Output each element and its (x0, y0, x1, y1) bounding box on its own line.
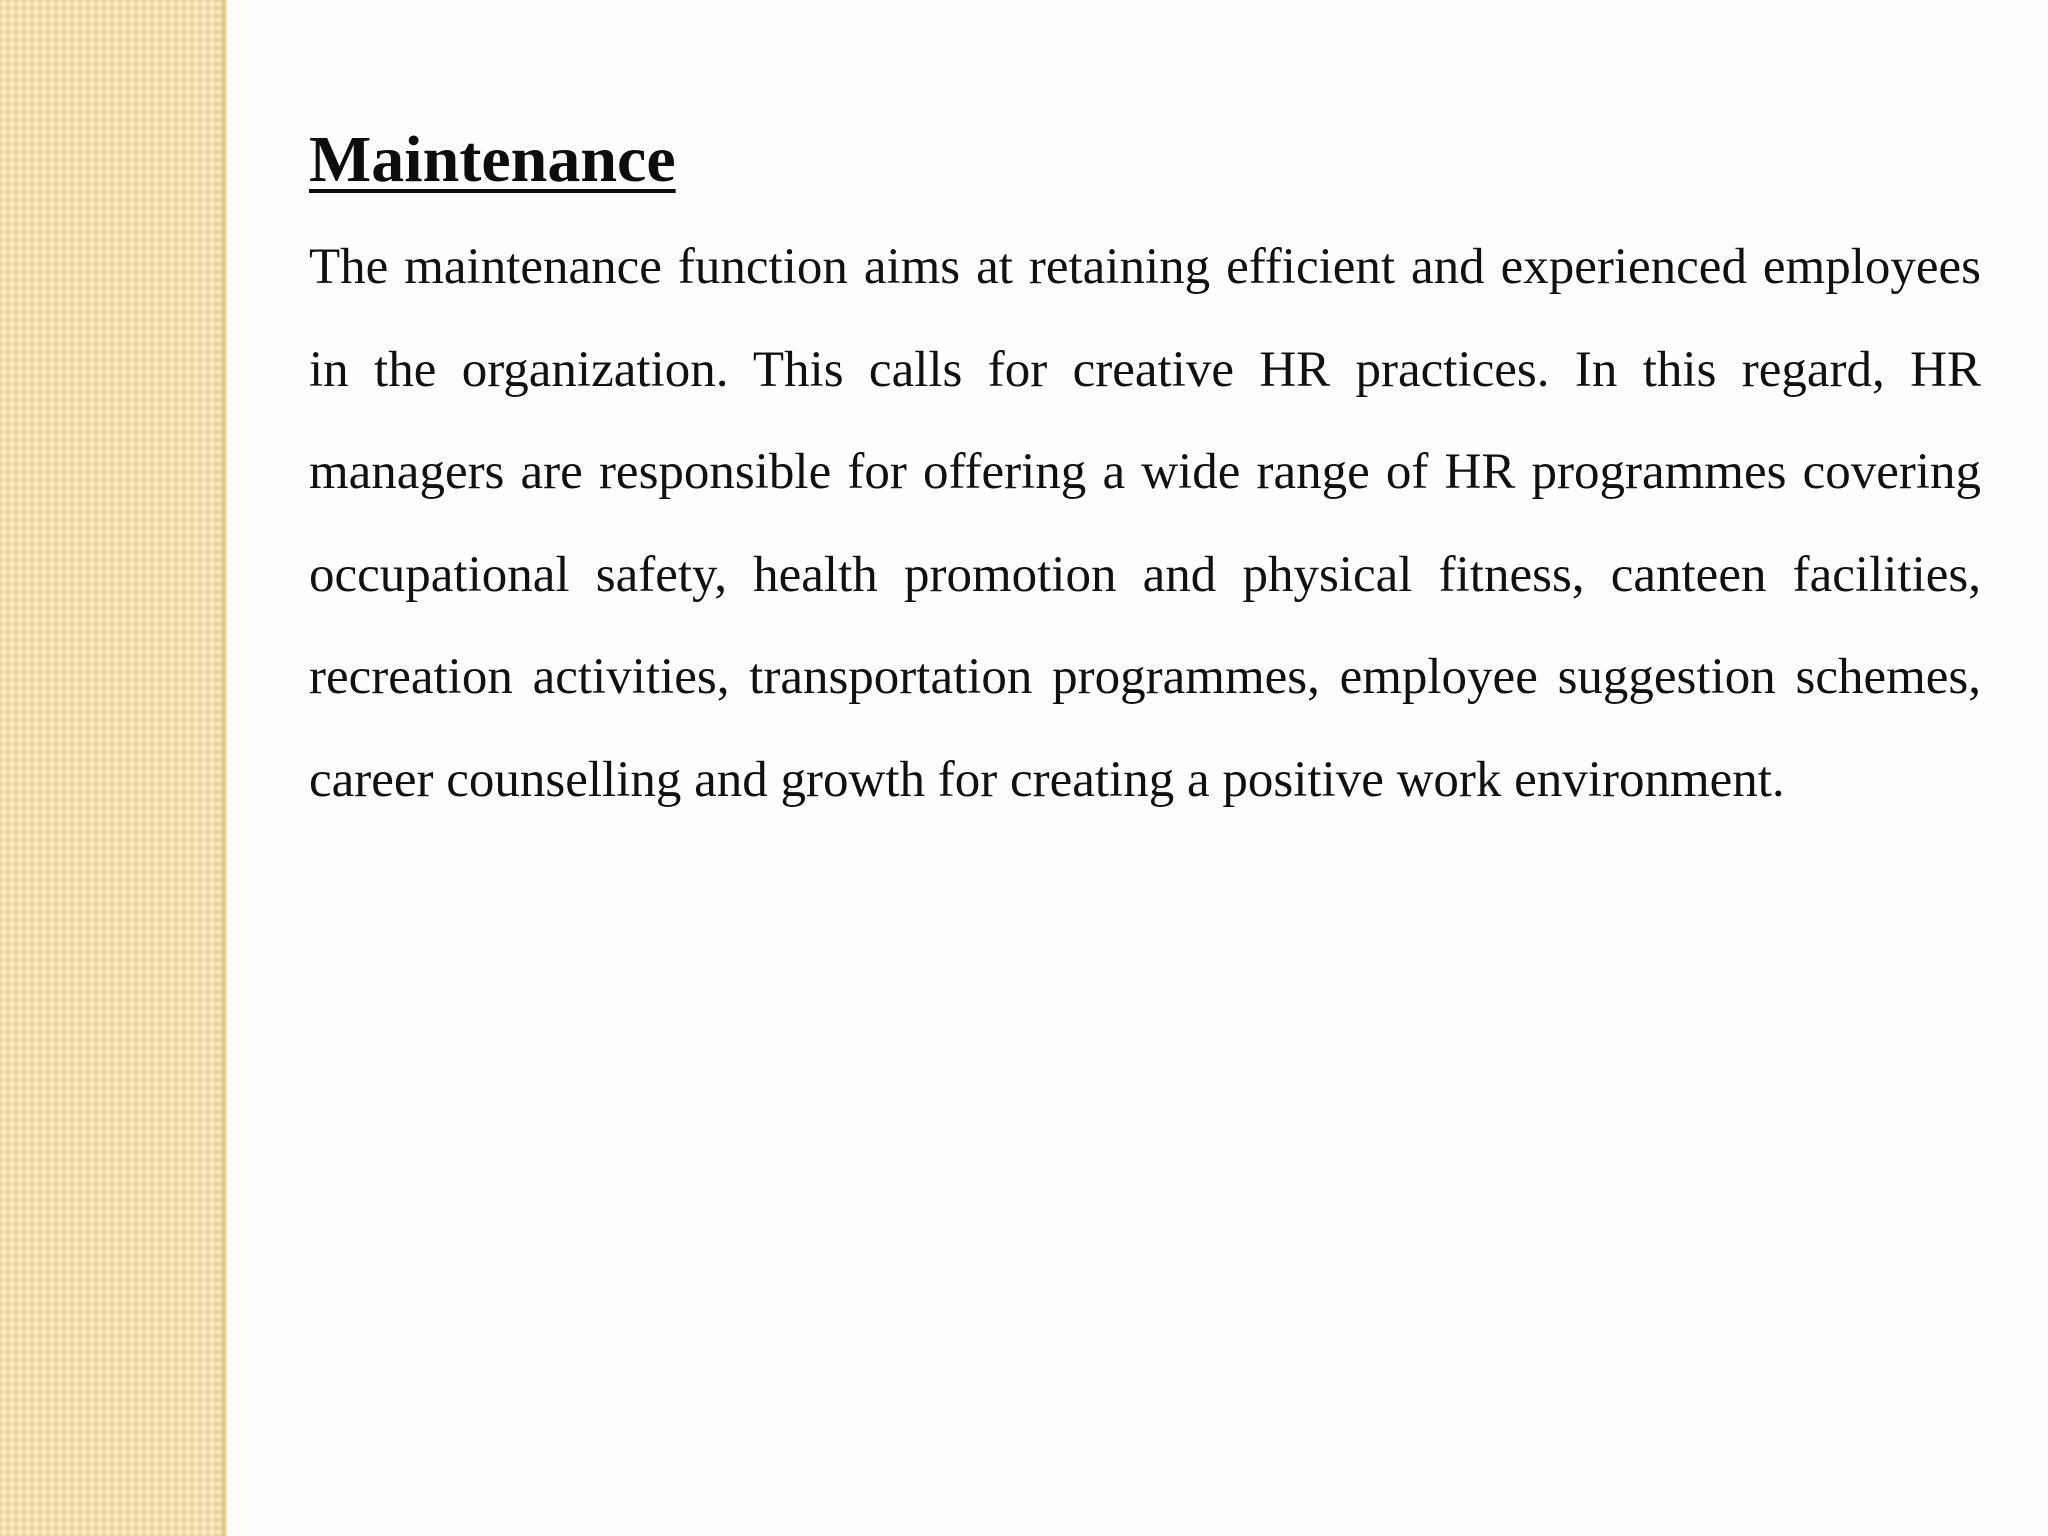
decorative-side-band (0, 0, 226, 1536)
slide-paragraph: The maintenance function aims at retaining efficient and experienced employees in the organization. This calls for creative HR practices. In this regard, HR managers are responsible for offering a wide range of HR programmes covering occupational safety, health promotion and physical fitness, canteen facilities, recreation activities, transportation programmes, employee suggestion schemes, career counselling and growth for creating a positive work environment. (309, 239, 1981, 808)
side-band-edge (218, 0, 228, 1536)
slide-content (309, 118, 1981, 831)
slide-heading: Maintenance (309, 123, 676, 196)
